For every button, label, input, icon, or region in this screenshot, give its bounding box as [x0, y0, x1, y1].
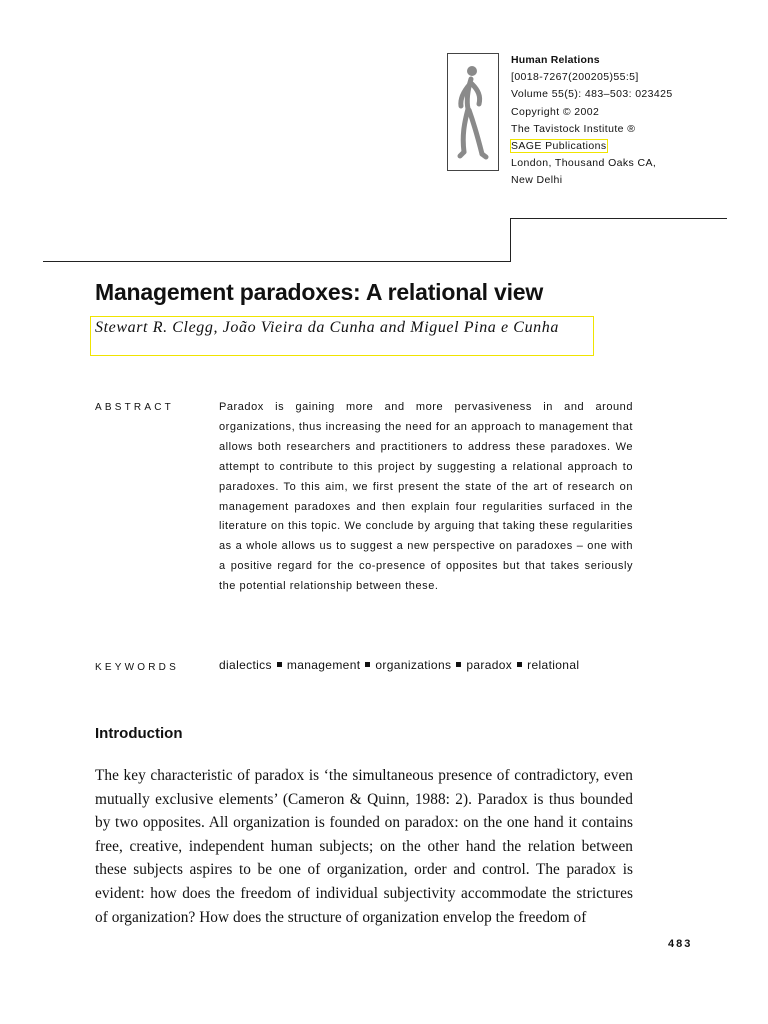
journal-logo [447, 53, 499, 171]
journal-name: Human Relations [511, 54, 600, 66]
article-authors[interactable]: Stewart R. Clegg, João Vieira da Cunha and Miguel Pina e Cunha [95, 319, 559, 336]
keyword-item: dialectics [219, 658, 272, 672]
bullet-separator-icon [277, 662, 282, 667]
section-heading-introduction: Introduction [95, 725, 183, 742]
journal-copyright: Copyright © 2002 [511, 105, 600, 118]
header-rule-vertical [510, 218, 511, 261]
keyword-item: organizations [375, 658, 452, 672]
page-number: 483 [668, 938, 693, 950]
bullet-separator-icon [456, 662, 461, 667]
header-rule-left [43, 261, 511, 262]
journal-issn: [0018-7267(200205)55:5] [511, 71, 639, 84]
keywords-list [219, 658, 579, 672]
publisher-link[interactable]: SAGE Publications [511, 140, 607, 153]
walking-figure-logo-icon [448, 54, 498, 170]
abstract-text: Paradox is gaining more and more pervasiveness in and around organizations, thus increasing the need for an approach to management that allows both researchers and practitioners to address these paradoxes. We attempt to contribute to this project by suggesting a relational approach to paradoxes. To this aim, we first present the state of the art of research on management paradoxes and then explain four regularities surfaced in the literature on this topic. We conclude by arguing that taking these regularities as a whole allows us to suggest a new perspective on paradoxes – one with a positive regard for the co-presence of opposites but that takes seriously the potential relationship between these. [219, 401, 633, 593]
article-title: Management paradoxes: A relational view [95, 279, 544, 305]
keywords-label: KEYWORDS [95, 662, 179, 673]
bullet-separator-icon [365, 662, 370, 667]
abstract-label: ABSTRACT [95, 402, 174, 413]
journal-location-1: London, Thousand Oaks CA, [511, 157, 657, 170]
keyword-item: management [286, 658, 361, 672]
introduction-paragraph: The key characteristic of paradox is ‘the simultaneous presence of contradictory, even mutually exclusive elements’ (Cameron & Quinn, 1988: 2). Paradox is thus bounded by two opposites. All organization is founded on paradox: on the one hand it contains free, creative, independent human subjects; on the other hand the relation between these subjects aspires to be one of organization, order and control. The paradox is evident: how does the freedom of individual subjectivity accommodate the strictures of organization? How does the structure of organization envelop the freedom of [95, 767, 633, 926]
keyword-item: relational [527, 658, 580, 672]
keyword-item: paradox [466, 658, 513, 672]
journal-institute: The Tavistock Institute ® [511, 122, 636, 135]
journal-metadata [511, 52, 673, 190]
bullet-separator-icon [517, 662, 522, 667]
journal-volume: Volume 55(5): 483–503: 023425 [511, 88, 673, 101]
header-rule-right [510, 218, 727, 219]
journal-location-2: New Delhi [511, 174, 563, 187]
